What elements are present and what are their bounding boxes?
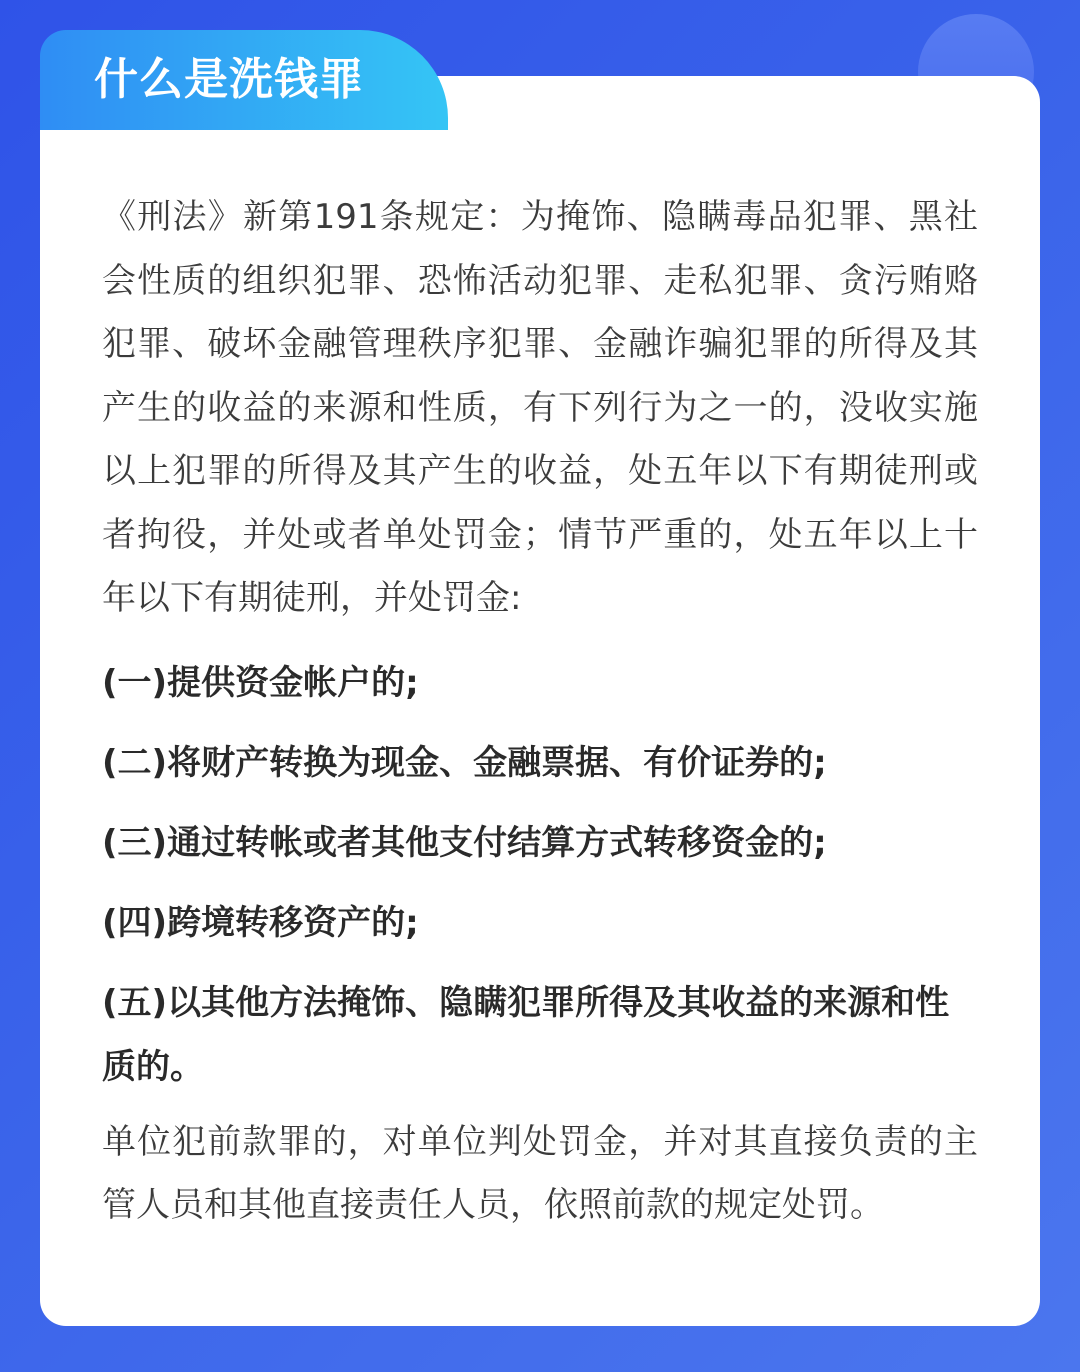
- list-item: (二)将财产转换为现金、金融票据、有价证券的;: [102, 742, 827, 783]
- list-item: (一)提供资金帐户的;: [102, 662, 419, 703]
- list-item: (三)通过转帐或者其他支付结算方式转移资金的;: [102, 822, 827, 863]
- intro-paragraph: 《刑法》新第191条规定：为掩饰、隐瞒毒品犯罪、黑社会性质的组织犯罪、恐怖活动犯罪、走私犯罪、贪污贿赂犯罪、破坏金融管理秩序犯罪、金融诈骗犯罪的所得及其产生的收益的来源和性质，有下列行为之一的，没收实施以上犯罪的所得及其产生的收益，处五年以下有期徒刑或者拘役，并处或者单处罚金；情节严重的，处五年以上十年以下有期徒刑，并处罚金:: [102, 197, 978, 618]
- title-tab: [40, 30, 448, 130]
- list-item: (五)以其他方法掩饰、隐瞒犯罪所得及其收益的来源和性质的。: [102, 982, 950, 1087]
- article-body: [102, 186, 978, 1238]
- item-list: [102, 651, 978, 1099]
- page-title: 什么是洗钱罪: [94, 54, 364, 105]
- list-item: (四)跨境转移资产的;: [102, 902, 419, 943]
- closing-paragraph: 单位犯前款罪的，对单位判处罚金，并对其直接负责的主管人员和其他直接责任人员，依照前款的规定处罚。: [102, 1121, 978, 1225]
